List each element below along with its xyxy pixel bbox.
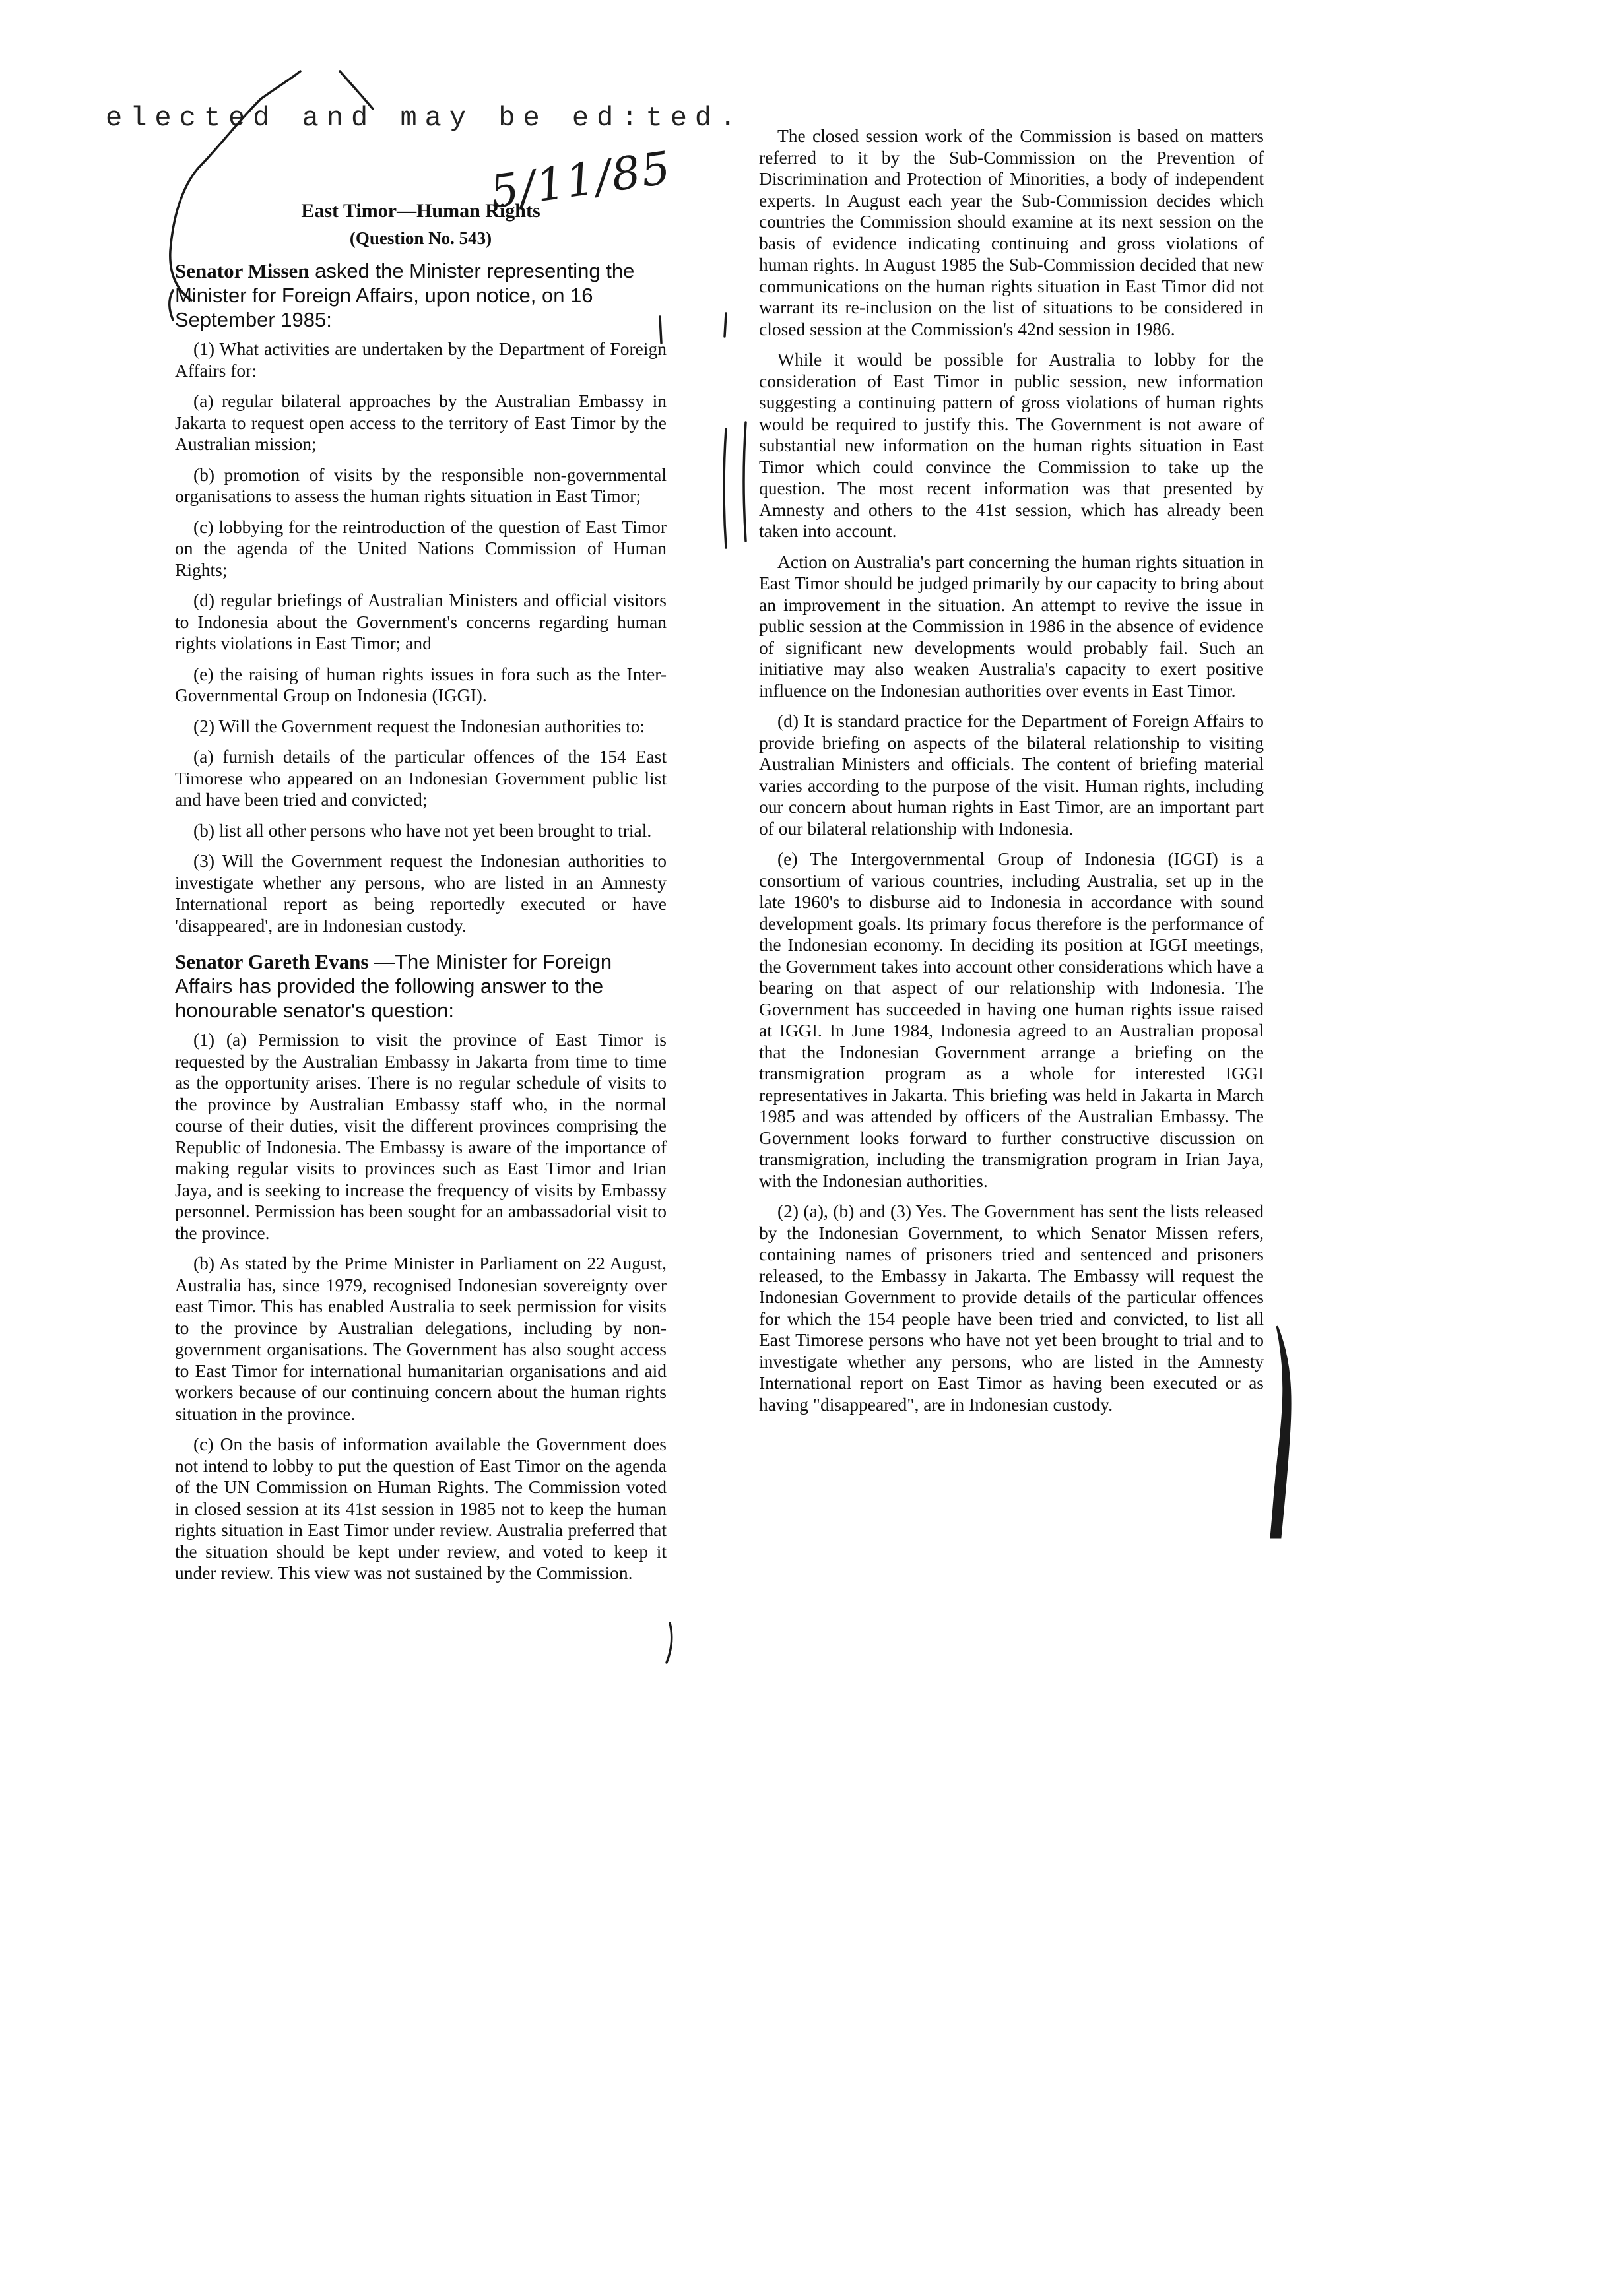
answer-paragraph: Action on Australia's part concerning the human rights situation in East Timor should be judged primarily by our capacity to bring about an improvement in the situation. An attempt to revive the issue in public session at the Commission in 1986 in the absence of evidence of significant new developments would probably fail. Such an initiative may also weaken Australia's capacity to exert positive influence on the Indonesian authorities over events in East Timor. bbox=[759, 551, 1264, 701]
left-column bbox=[175, 191, 667, 1593]
answer-paragraph: While it would be possible for Australia to lobby for the consideration of East Timor in public session, new information suggesting a continuing pattern of gross violations of human rights would be required to justify this. The Government is not aware of substantial new information on the human rights situation in East Timor which could convince the Commission to take up the question. The most recent information was that presented by Amnesty and others to the 41st session, which has already been taken into account. bbox=[759, 349, 1264, 541]
question-intro bbox=[175, 259, 667, 332]
answer-paragraph: (b) As stated by the Prime Minister in Parliament on 22 August, Australia has, since 1979, recognised Indonesian sovereignty over east Timor. This has enabled Australia to seek permission for visits to the province by Australian delegations, including by non-government organisations. The Government has also sought access to East Timor for international humanitarian organisations and aid workers because of our continuing concern about the human rights situation in the province. bbox=[175, 1253, 667, 1424]
answer-paragraph: (2) (a), (b) and (3) Yes. The Government has sent the lists released by the Indonesian Government, to which Senator Missen refers, containing names of prisoners tried and sentenced and prisoners released, to the Embassy in Jakarta. The Embassy will request the Indonesian Government to provide details of the particular offences for which the 154 people have been tried and convicted, to list all East Timorese persons who have not yet been brought to trial and to investigate whether any persons, who are listed in the Amnesty International report on East Timor as having been executed or as having "disappeared", are in Indonesian custody. bbox=[759, 1201, 1264, 1415]
answer-paragraph: The closed session work of the Commission is based on matters referred to it by the Sub-Commission on the Prevention of Discrimination and Protection of Minorities, a body of independent experts. In August each year the Sub-Commission decides which countries the Commission should examine at its next session on the basis of evidence indicating continuing and gross violations of human rights. In August 1985 the Sub-Commission decided that new communications on the human rights situation in East Timor did not warrant its re-inclusion on the list of situations to be considered in closed session at the Commission's 42nd session in 1986. bbox=[759, 125, 1264, 339]
margin-mark-left bbox=[667, 1623, 672, 1663]
answer-paragraph: (1) (a) Permission to visit the province of East Timor is requested by the Australian Embassy in Jakarta from time to time as the opportunity arises. There is no regular schedule of visits to the province by Australian Embassy staff who, in the normal course of their duties, visit the different provinces comprising the Republic of Indonesia. The Embassy is aware of the importance of making regular visits to provinces such as East Timor and Irian Jaya, and is seeking to increase the frequency of visits by Embassy personnel. Permission has been sought for an ambassadorial visit to the province. bbox=[175, 1029, 667, 1243]
question-paragraph: (a) regular bilateral approaches by the Australian Embassy in Jakarta to request open access to the territory of East Timor by the Australian mission; bbox=[175, 391, 667, 454]
question-paragraph: (e) the raising of human rights issues in fora such as the Inter-Governmental Group on Indonesia (IGGI). bbox=[175, 663, 667, 705]
handwritten-date: 5/11/85 bbox=[486, 142, 675, 219]
question-paragraph: (a) furnish details of the particular offences of the 154 East Timorese who appeared on an Indonesian Government public list and have been tried and convicted; bbox=[175, 746, 667, 810]
answer-paragraph: (d) It is standard practice for the Department of Foreign Affairs to provide briefing on aspects of the bilateral relationship to visiting Australian Ministers and officials. The content of briefing material varies according to the purpose of the visit. Human rights, including our concern about human rights in East Timor, are an important part of our bilateral relationship with Indonesia. bbox=[759, 711, 1264, 839]
question-paragraph: (1) What activities are undertaken by the Department of Foreign Affairs for: bbox=[175, 338, 667, 381]
bracket-stroke-lower bbox=[170, 290, 173, 320]
right-column bbox=[759, 125, 1264, 1424]
question-paragraph: (d) regular briefings of Australian Ministers and official visitors to Indonesia about the Government's concerns regarding human rights violations in East Timor; and bbox=[175, 590, 667, 653]
answer-paragraph: (e) The Intergovernmental Group of Indonesia (IGGI) is a consortium of various countries, including Australia, set up in the late 1960's to disburse aid to Indonesia in accordance with sound development goals. Its primary focus therefore is the performance of the Indonesian economy. In deciding its position at IGGI meetings, the Government takes into account other considerations which have a bearing on that aspect of our relationship with Indonesia. The Government has succeeded in having one human rights issue raised at IGGI. In June 1984, Indonesia agreed to an Australian proposal that the Indonesian Government arrange a briefing on the transmigration program as a whole for interested IGGI representatives in Jakarta. This briefing was held in Jakarta in March 1985 and was attended by officers of the Australian Embassy. The Government looks forward to further constructive discussion on transmigration, including the transmigration program in Irian Jaya, with the Indonesian authorities. bbox=[759, 848, 1264, 1191]
answer-intro bbox=[175, 949, 667, 1023]
margin-line-1 bbox=[744, 422, 746, 541]
question-intro-text: asked the Minister representing the Minister for Foreign Affairs, upon notice, on 16 September 1985: bbox=[175, 259, 635, 331]
question-paragraph: (b) promotion of visits by the responsible non-governmental organisations to assess the human rights situation in East Timor; bbox=[175, 464, 667, 506]
question-paragraph: (b) list all other persons who have not yet been brought to trial. bbox=[193, 819, 652, 841]
margin-line-2 bbox=[724, 429, 726, 548]
question-paragraph: (c) lobbying for the reintroduction of the question of East Timor on the agenda of the United Nations Commission of Human Rights; bbox=[175, 516, 667, 580]
asker-name: Senator Missen bbox=[175, 259, 310, 282]
answer-intro-text: —The Minister for Foreign Affairs has provided the following answer to the honourable senator's question: bbox=[175, 950, 612, 1022]
question-paragraph: (2) Will the Government request the Indonesian authorities to: bbox=[193, 715, 645, 736]
answer-paragraph: (c) On the basis of information available the Government does not intend to lobby to put the question of East Timor on the agenda of the UN Commission on Human Rights. The Commission voted in closed session at its 41st session in 1985 not to keep the human rights situation in East Timor under review. Australia preferred that the situation should be kept under review, and voted to keep it under review. This view was not sustained by the Commission. bbox=[175, 1434, 667, 1583]
question-number: (Question No. 543) bbox=[349, 228, 492, 248]
margin-bracket-right bbox=[1271, 1326, 1290, 1537]
speaker-name: Senator Gareth Evans bbox=[175, 950, 369, 973]
header-fragment: elected and may be ed:ted. bbox=[106, 102, 744, 134]
question-paragraph: (3) Will the Government request the Indonesian authorities to investigate whether any persons, who are listed in an Amnesty International report as being reportedly executed or have 'disappeared', are in Indonesian custody. bbox=[175, 850, 667, 936]
page-title: East Timor—Human Rights bbox=[301, 200, 540, 222]
tick-strokes bbox=[660, 313, 726, 343]
